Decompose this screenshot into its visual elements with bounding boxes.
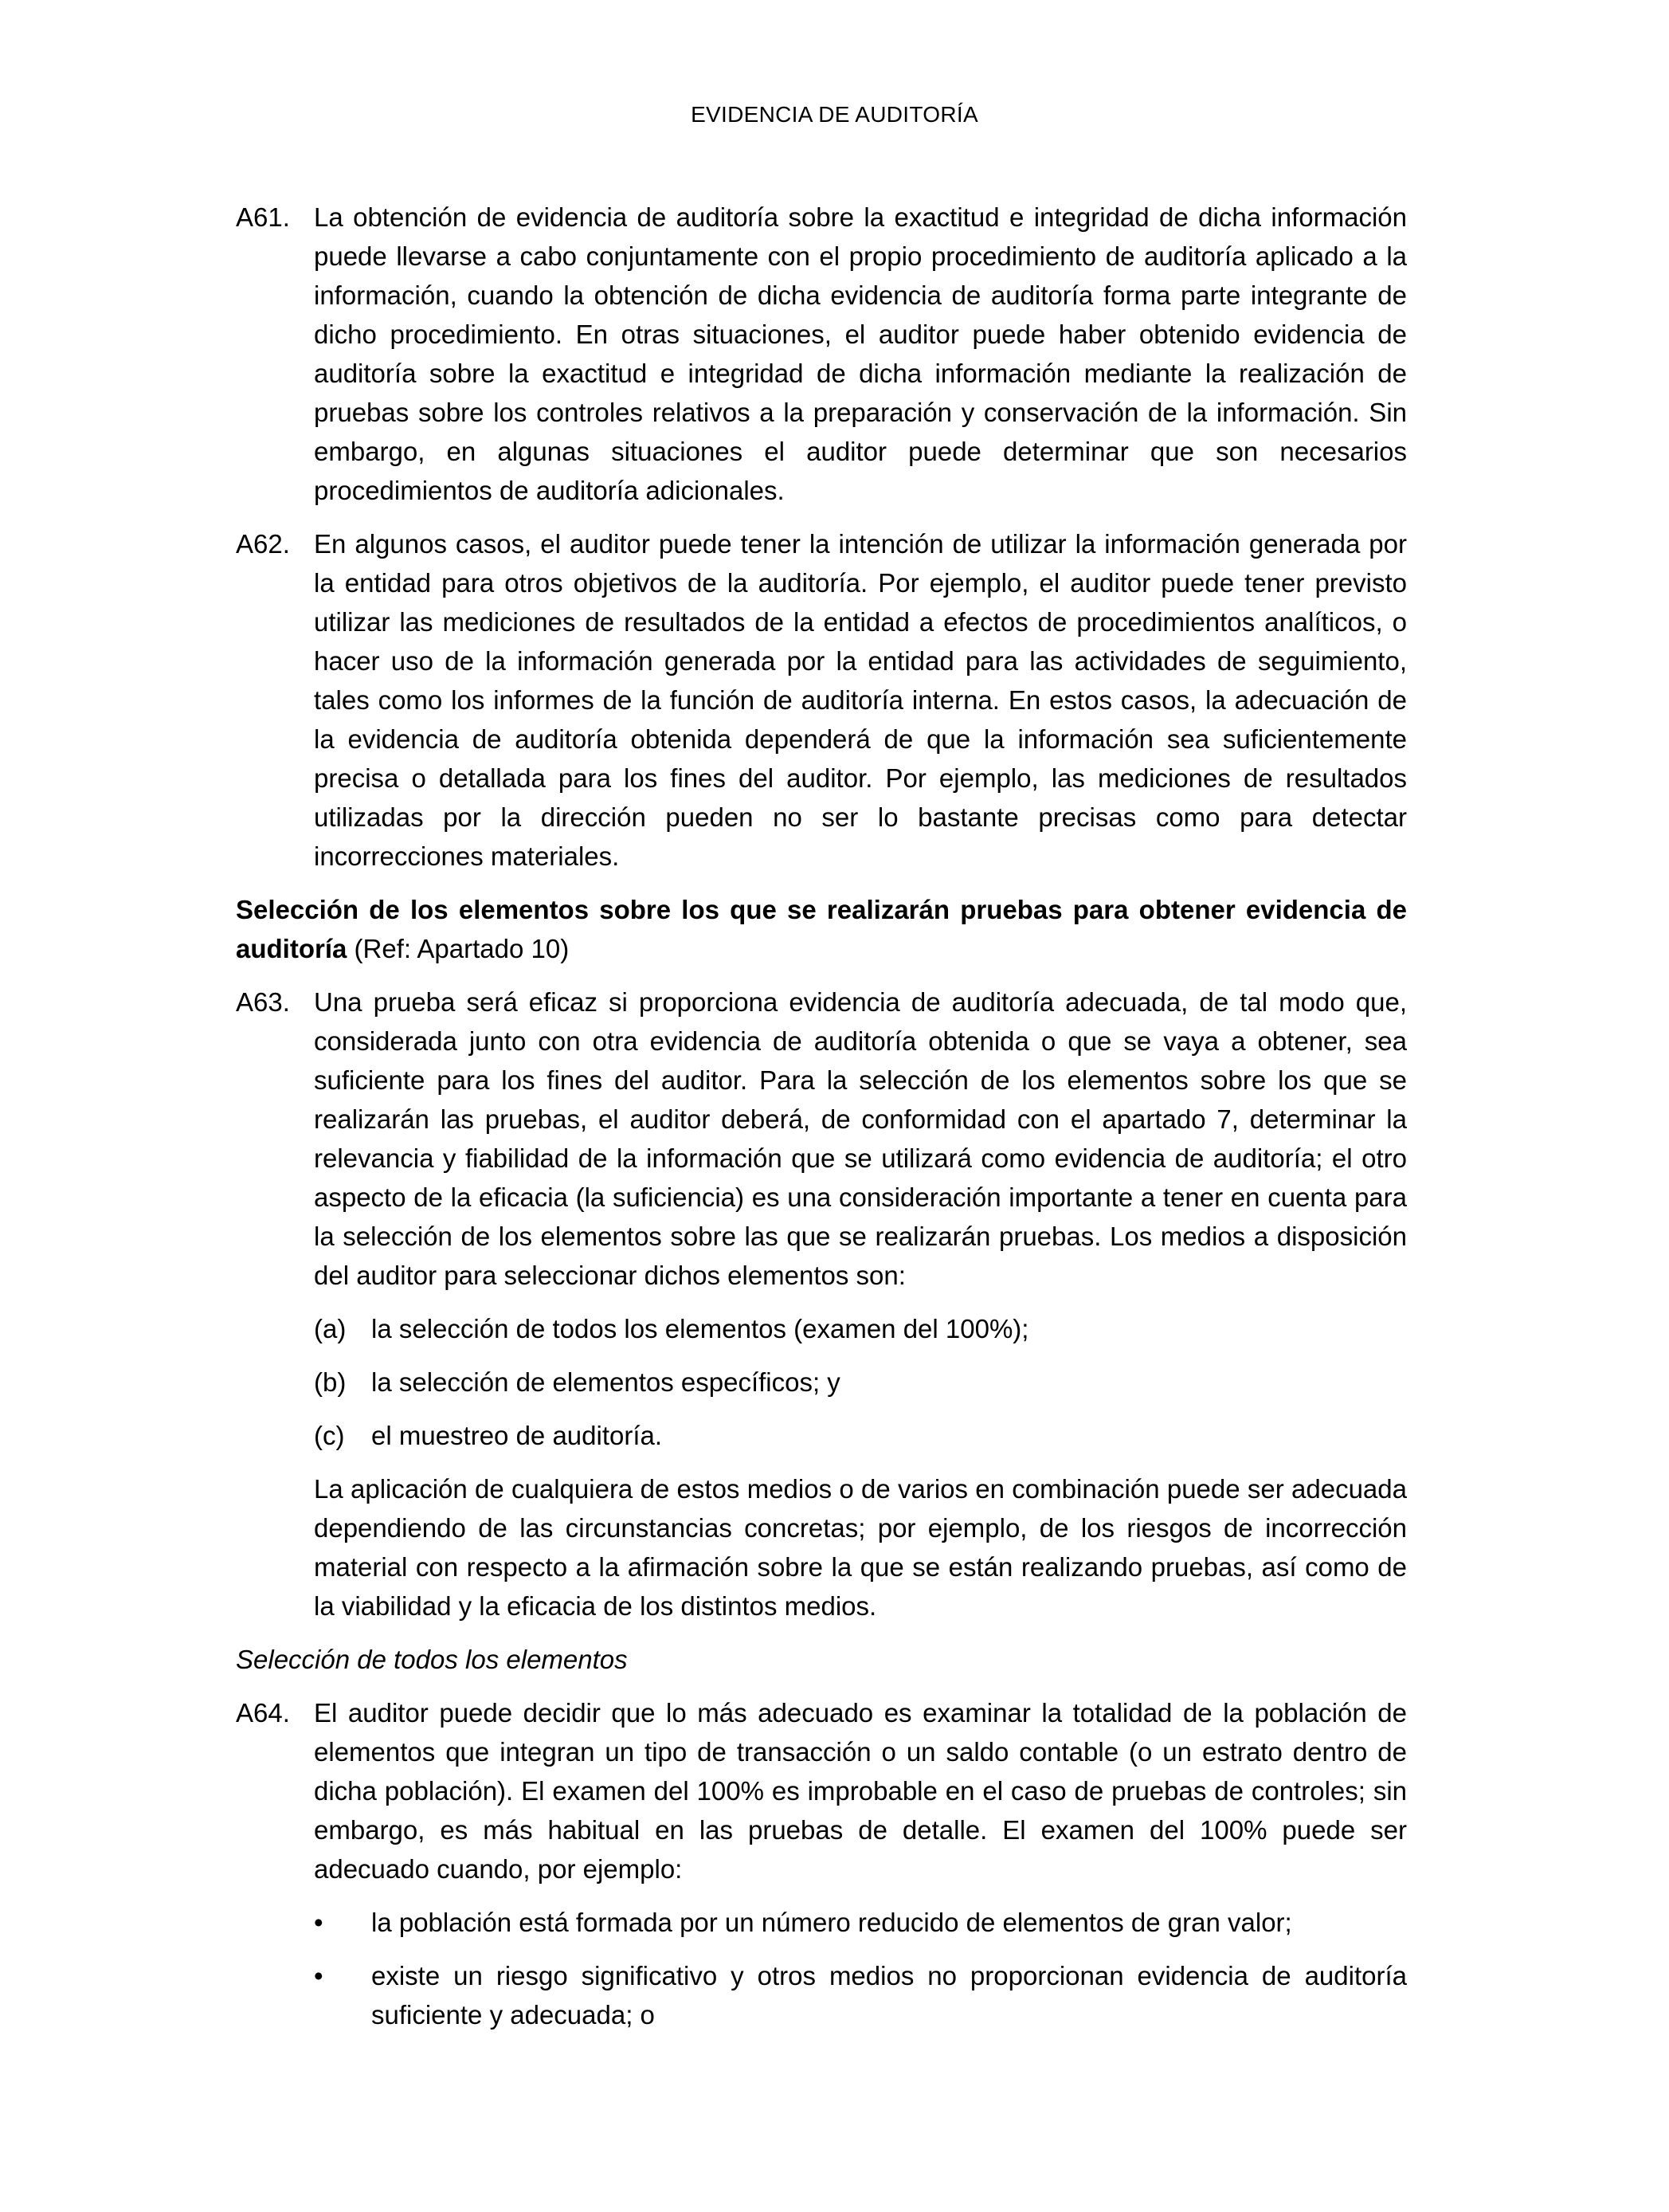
list-marker: (c) xyxy=(314,1421,345,1450)
paragraph-number: A61. xyxy=(236,202,290,232)
list-item xyxy=(314,1416,1407,1455)
list-item-text: la población está formada por un número reducido de elementos de gran valor; xyxy=(371,1908,1292,1937)
paragraph-a64 xyxy=(236,1693,1407,1888)
document-body xyxy=(236,198,1407,2049)
list-item-text: la selección de todos los elementos (examen del 100%); xyxy=(371,1314,1029,1343)
paragraph-text: La obtención de evidencia de auditoría sobre la exactitud e integridad de dicha información puede llevarse a cabo conjuntamente con el propio procedimiento de auditoría aplicado a la información, cuando la obtención de dicha evidencia de auditoría forma parte integrante de dicho procedimiento. En otras situaciones, el auditor puede haber obtenido evidencia de auditoría sobre la exactitud e integridad de dicha información mediante la realización de pruebas sobre los controles relativos a la preparación y conservación de la información. Sin embargo, en algunas situaciones el auditor puede determinar que son necesarios procedimientos de auditoría adicionales. xyxy=(314,202,1407,505)
paragraph-a62 xyxy=(236,524,1407,876)
paragraph-number: A63. xyxy=(236,987,290,1017)
paragraph-a63 xyxy=(236,982,1407,1295)
paragraph-a63-continuation: La aplicación de cualquiera de estos medios o de varios en combinación puede ser adecuada dependiendo de las circunstancias concretas; por ejemplo, de los riesgos de incorrección material con respecto a la afirmación sobre la que se están realizando pruebas, así como de la viabilidad y la eficacia de los distintos medios. xyxy=(314,1474,1407,1621)
list-marker: (b) xyxy=(314,1367,347,1397)
page-header: EVIDENCIA DE AUDITORÍA xyxy=(691,102,978,127)
section-heading-text: Selección de los elementos sobre los que se realizarán pruebas para obtener evidencia de auditoría xyxy=(236,895,1407,963)
list-item xyxy=(314,1956,1407,2034)
bullet-marker: • xyxy=(314,1961,323,1990)
list-item-text: el muestreo de auditoría. xyxy=(371,1421,663,1450)
section-heading-selection xyxy=(236,890,1407,968)
section-heading-ref: (Ref: Apartado 10) xyxy=(347,934,570,963)
list-item xyxy=(314,1309,1407,1348)
list-item-text: la selección de elementos específicos; y xyxy=(371,1367,840,1397)
list-item xyxy=(314,1903,1407,1942)
paragraph-text: El auditor puede decidir que lo más adecuado es examinar la totalidad de la población de elementos que integran un tipo de transacción o un saldo contable (o un estrato dentro de dicha población). El examen del 100% es improbable en el caso de pruebas de controles; sin embargo, es más habitual en las pruebas de detalle. El examen del 100% puede ser adecuado cuando, por ejemplo: xyxy=(314,1698,1407,1884)
paragraph-text: En algunos casos, el auditor puede tener la intención de utilizar la información generada por la entidad para otros objetivos de la auditoría. Por ejemplo, el auditor puede tener previsto utilizar las mediciones de resultados de la entidad a efectos de procedimientos analíticos, o hacer uso de la información generada por la entidad para las actividades de seguimiento, tales como los informes de la función de auditoría interna. En estos casos, la adecuación de la evidencia de auditoría obtenida dependerá de que la información sea suficientemente precisa o detallada para los fines del auditor. Por ejemplo, las mediciones de resultados utilizadas por la dirección pueden no ser lo bastante precisas como para detectar incorrecciones materiales. xyxy=(314,529,1407,871)
bullet-marker: • xyxy=(314,1908,323,1937)
paragraph-a61 xyxy=(236,198,1407,510)
a64-bullet-list xyxy=(314,1903,1407,2034)
paragraph-number: A64. xyxy=(236,1698,290,1728)
list-marker: (a) xyxy=(314,1314,347,1343)
list-item-text: existe un riesgo significativo y otros medios no proporcionan evidencia de auditoría suficiente y adecuada; o xyxy=(371,1961,1407,2030)
paragraph-number: A62. xyxy=(236,529,290,559)
subsection-heading-all-elements: Selección de todos los elementos xyxy=(236,1645,628,1674)
a63-list xyxy=(314,1309,1407,1455)
paragraph-text: Una prueba será eficaz si proporciona evidencia de auditoría adecuada, de tal modo que, considerada junto con otra evidencia de auditoría obtenida o que se vaya a obtener, sea suficiente para los fines del auditor. Para la selección de los elementos sobre los que se realizarán las pruebas, el auditor deberá, de conformidad con el apartado 7, determinar la relevancia y fiabilidad de la información que se utilizará como evidencia de auditoría; el otro aspecto de la eficacia (la suficiencia) es una consideración importante a tener en cuenta para la selección de los elementos sobre las que se realizarán pruebas. Los medios a disposición del auditor para seleccionar dichos elementos son: xyxy=(314,987,1407,1290)
list-item xyxy=(314,1363,1407,1402)
